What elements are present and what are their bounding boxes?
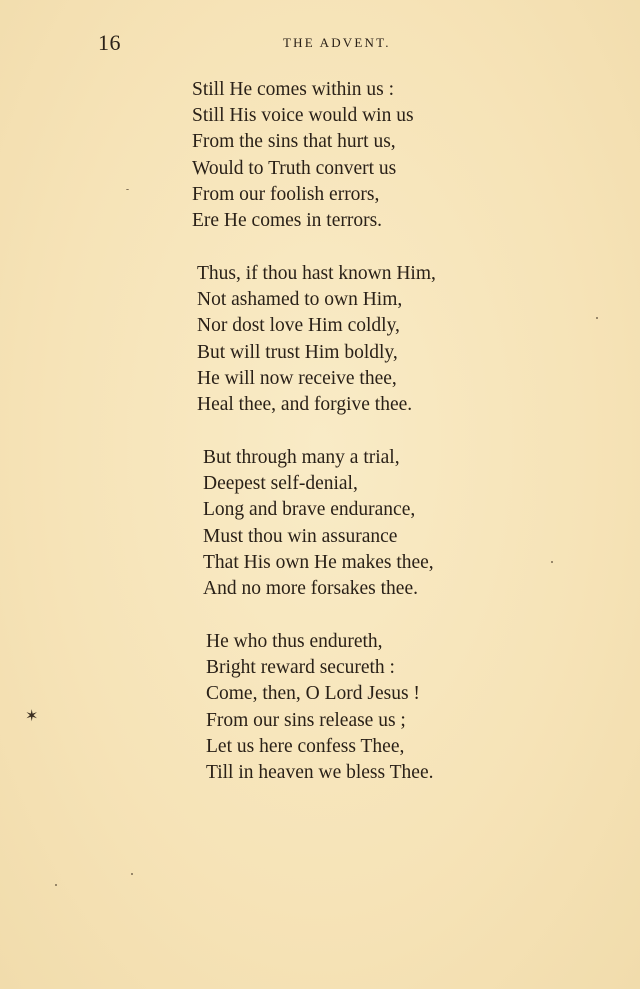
margin-asterisk-icon: ✶ <box>25 708 39 725</box>
paper-speck <box>55 884 57 886</box>
poem-line: From our sins release us ; <box>206 709 406 731</box>
poem-line: And no more forsakes thee. <box>203 578 418 600</box>
page-number: 16 <box>98 30 121 55</box>
paper-speck <box>131 873 133 875</box>
poem-line: From our foolish errors, <box>192 183 380 205</box>
poem-line: Would to Truth convert us <box>192 157 397 179</box>
poem-line: But will trust Him boldly, <box>197 341 398 363</box>
paper-speck <box>596 317 598 319</box>
poem-line: Still His voice would win us <box>192 105 414 127</box>
poem-line: That His own He makes thee, <box>203 551 434 573</box>
poem-line: Heal thee, and forgive thee. <box>197 394 413 416</box>
stanza-3 <box>203 445 434 602</box>
poem-line: He who thus endureth, <box>206 631 383 652</box>
stanza-4 <box>206 629 433 786</box>
paper-speck <box>126 189 129 190</box>
poem-line: Ere He comes in terrors. <box>192 210 383 232</box>
poem-line: Still He comes within us : <box>192 79 395 100</box>
poem-line: He will now receive thee, <box>197 367 397 389</box>
stanza-2 <box>197 261 436 418</box>
poem-line: Must thou win assurance <box>203 525 398 547</box>
poem-line: From the sins that hurt us, <box>192 131 396 153</box>
poem-line: Nor dost love Him coldly, <box>197 315 400 337</box>
poem-line: Not ashamed to own Him, <box>197 289 403 311</box>
poem-line: Long and brave endurance, <box>203 499 416 521</box>
poem-line: Deepest self-denial, <box>203 473 358 495</box>
poem-line: But through many a trial, <box>203 447 400 468</box>
poem-line: Let us here confess Thee, <box>206 735 405 757</box>
paper-speck <box>551 561 553 563</box>
poem-line: Till in heaven we bless Thee. <box>206 762 434 784</box>
poem-line: Thus, if thou hast known Him, <box>197 263 436 284</box>
poem-line: Come, then, O Lord Jesus ! <box>206 683 420 705</box>
stanza-1 <box>192 77 414 234</box>
running-head: THE ADVENT. <box>283 35 391 50</box>
poem-line: Bright reward secureth : <box>206 657 395 679</box>
